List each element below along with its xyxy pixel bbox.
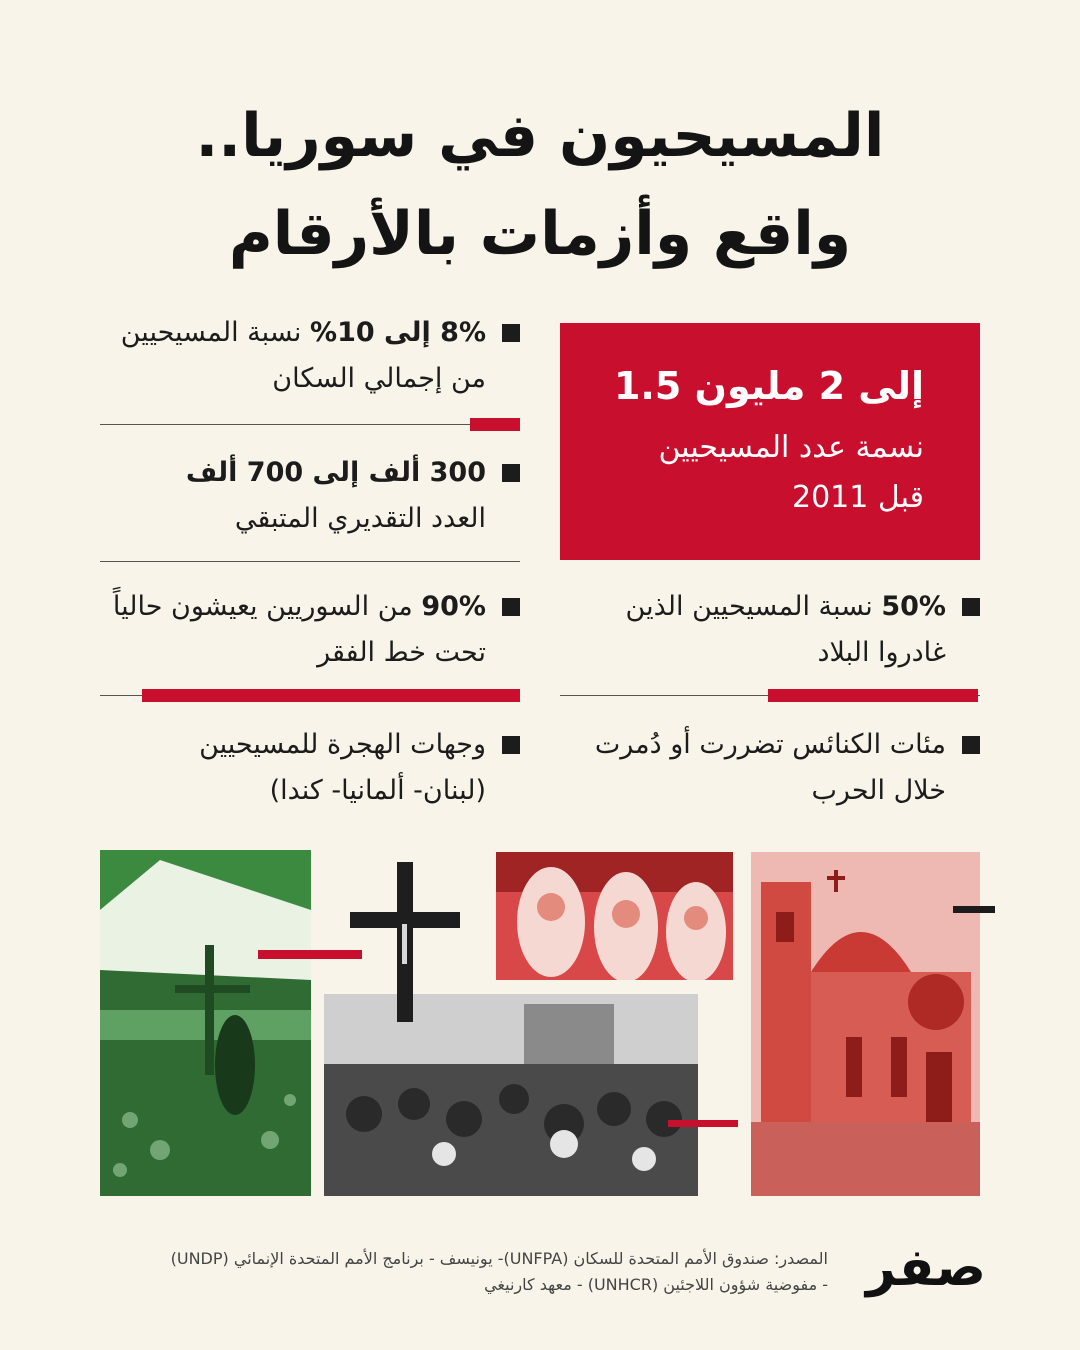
photo-ruined-church-green	[100, 850, 311, 1196]
accent-stroke	[668, 1120, 738, 1127]
stat-left-value: 50%	[881, 591, 946, 622]
highlight-box	[560, 323, 980, 560]
accent-stroke	[258, 950, 362, 959]
bullet-square	[502, 464, 520, 482]
stat-churches-line2: خلال الحرب	[811, 775, 946, 806]
bullet-square	[962, 736, 980, 754]
divider-accent	[142, 689, 520, 702]
accent-stroke	[953, 906, 995, 913]
stat-destinations	[100, 722, 520, 814]
source-line-2: - مفوضية شؤون اللاجئين (UNHCR) - معهد كارنيغي	[484, 1275, 828, 1294]
highlight-value: 1.5 إلى 2 مليون	[613, 364, 924, 408]
divider-accent	[470, 418, 520, 431]
stat-remaining-value: 300 ألف إلى 700 ألف	[185, 457, 486, 488]
brand-logo: صفر	[866, 1238, 987, 1298]
stat-percent	[100, 310, 520, 402]
bullet-square	[962, 598, 980, 616]
highlight-label: نسمة عدد المسيحيين	[658, 430, 924, 465]
stat-left-text: نسبة المسيحيين الذين	[625, 591, 873, 622]
stat-left-country	[560, 584, 980, 676]
bullet-square	[502, 736, 520, 754]
page-title-line1: المسيحيون في سوريا..	[195, 101, 885, 171]
photo-women-praying-red	[496, 852, 733, 980]
stat-remaining-line2: العدد التقديري المتبقي	[234, 503, 486, 534]
cross-icon	[350, 862, 460, 1022]
photo-damaged-church-red	[751, 852, 980, 1196]
stat-left-line2: غادروا البلاد	[817, 637, 946, 668]
stat-poverty	[100, 584, 520, 676]
stat-destinations-line2: (لبنان- ألمانيا- كندا)	[269, 775, 486, 806]
stat-poverty-text: من السوريين يعيشون حالياً	[112, 591, 413, 622]
bullet-square	[502, 598, 520, 616]
source-line-1: المصدر: صندوق الأمم المتحدة للسكان (UNFPA)- يونيسف - برنامج الأمم المتحدة الإنمائي (UNDP)	[170, 1249, 828, 1268]
divider-accent	[768, 689, 978, 702]
stat-poverty-line2: تحت خط الفقر	[317, 637, 486, 668]
stat-percent-text: نسبة المسيحيين	[120, 317, 302, 348]
stat-remaining	[100, 450, 520, 542]
stat-poverty-value: 90%	[421, 591, 486, 622]
stat-percent-value: 8% إلى 10%	[310, 317, 486, 348]
photo-crowd-with-cross	[324, 994, 698, 1196]
stat-percent-line2: من إجمالي السكان	[272, 363, 486, 394]
source-text	[100, 1246, 828, 1298]
divider	[100, 424, 520, 425]
stat-churches-text: مئات الكنائس تضررت أو دُمرت	[594, 729, 946, 760]
stat-churches	[560, 722, 980, 814]
bullet-square	[502, 324, 520, 342]
stat-destinations-text: وجهات الهجرة للمسيحيين	[199, 729, 486, 760]
page-title-line2: واقع وأزمات بالأرقام	[228, 199, 852, 269]
divider	[100, 561, 520, 562]
highlight-label-2: قبل 2011	[791, 480, 924, 515]
